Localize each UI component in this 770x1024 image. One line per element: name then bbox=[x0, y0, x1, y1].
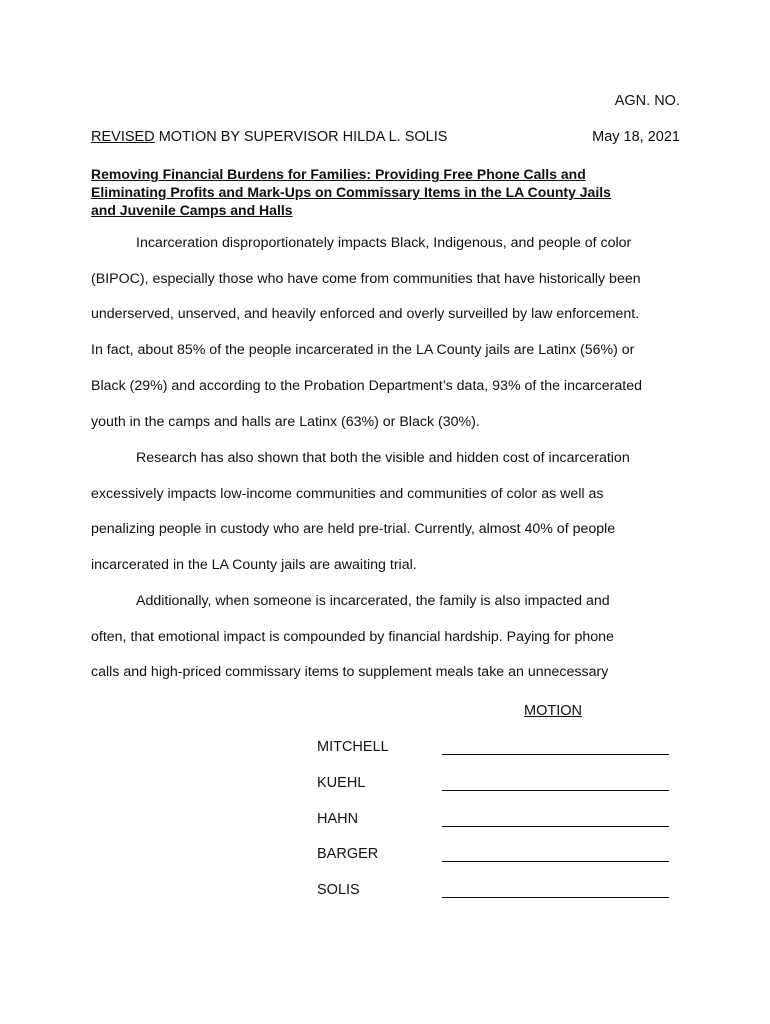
vote-row-mitchell bbox=[317, 739, 669, 759]
vote-row-kuehl bbox=[317, 775, 669, 795]
vote-signature-line bbox=[442, 754, 669, 755]
motion-vote-label: MOTION bbox=[524, 703, 582, 719]
supervisor-name: HAHN bbox=[317, 811, 359, 827]
vote-row-solis bbox=[317, 882, 669, 902]
body-paragraph-3 bbox=[91, 584, 681, 691]
text-line: excessively impacts low-income communities and communities of color as well as bbox=[91, 485, 604, 502]
text-line: Research has also shown that both the visible and hidden cost of incarceration bbox=[136, 450, 630, 466]
vote-signature-line bbox=[442, 897, 669, 898]
body-paragraph-2 bbox=[91, 441, 681, 584]
motion-author bbox=[91, 129, 447, 145]
supervisor-name: KUEHL bbox=[317, 775, 366, 791]
text-line: calls and high-priced commissary items to supplement meals take an unnecessary bbox=[91, 664, 609, 681]
title-line: Removing Financial Burdens for Families: Providing Free Phone Calls and bbox=[91, 166, 586, 182]
text-line: In fact, about 85% of the people incarcerated in the LA County jails are Latinx (56%) or bbox=[91, 342, 635, 359]
motion-by-text: MOTION BY SUPERVISOR HILDA L. SOLIS bbox=[154, 129, 448, 145]
motion-date: May 18, 2021 bbox=[592, 129, 680, 145]
text-line: Black (29%) and according to the Probation Department’s data, 93% of the incarcerated bbox=[91, 377, 643, 394]
supervisor-name: SOLIS bbox=[317, 882, 360, 898]
body-paragraph-1 bbox=[91, 226, 681, 440]
title-line: and Juvenile Camps and Halls bbox=[91, 202, 293, 218]
text-line: often, that emotional impact is compounded by financial hardship. Paying for phone bbox=[91, 628, 614, 645]
vote-row-barger bbox=[317, 846, 669, 866]
supervisor-name: BARGER bbox=[317, 846, 379, 862]
text-line: (BIPOC), especially those who have come from communities that have historically been bbox=[91, 270, 641, 287]
text-line: Additionally, when someone is incarcerated, the family is also impacted and bbox=[136, 593, 610, 609]
text-line: penalizing people in custody who are held pre-trial. Currently, almost 40% of people bbox=[91, 521, 616, 538]
text-line: youth in the camps and halls are Latinx (63%) or Black (30%). bbox=[91, 413, 480, 430]
motion-title bbox=[91, 165, 681, 219]
vote-row-hahn bbox=[317, 811, 669, 831]
text-line: incarcerated in the LA County jails are awaiting trial. bbox=[91, 557, 417, 574]
vote-signature-line bbox=[442, 790, 669, 791]
supervisor-name: MITCHELL bbox=[317, 739, 389, 755]
text-line: Incarceration disproportionately impacts Black, Indigenous, and people of color bbox=[136, 235, 632, 251]
motion-header bbox=[91, 129, 680, 145]
agenda-number: AGN. NO. bbox=[614, 93, 680, 109]
vote-signature-line bbox=[442, 861, 669, 862]
revised-label: REVISED bbox=[91, 129, 155, 145]
vote-signature-line bbox=[442, 826, 669, 827]
text-line: underserved, unserved, and heavily enforced and overly surveilled by law enforcement. bbox=[91, 306, 640, 323]
title-line: Eliminating Profits and Mark-Ups on Commissary Items in the LA County Jails bbox=[91, 184, 611, 200]
